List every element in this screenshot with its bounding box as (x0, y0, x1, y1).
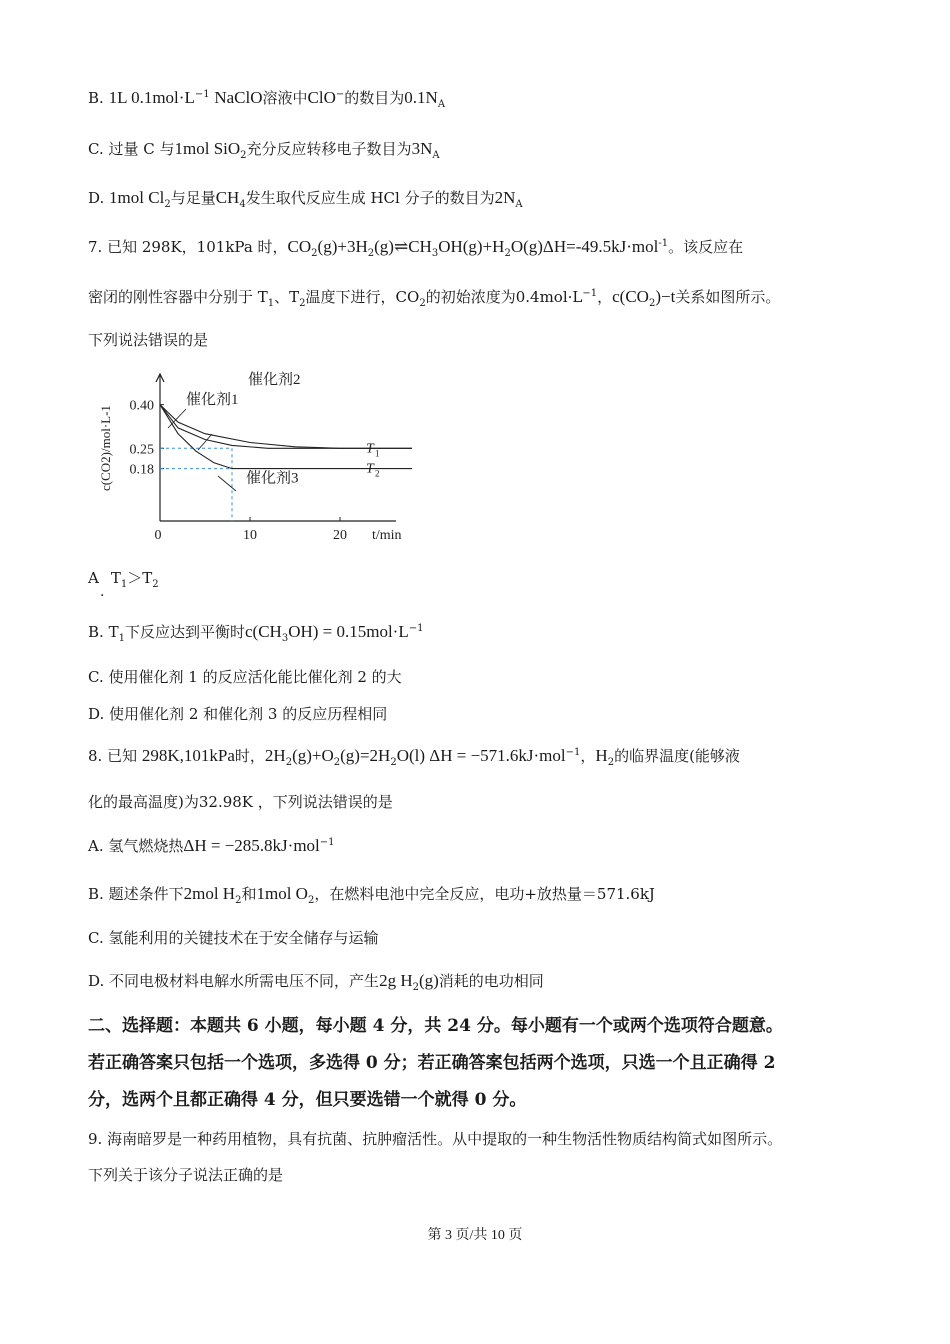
q7-stem-line3: 下列说法错误的是 (88, 331, 209, 349)
co2-concentration-chart (98, 366, 428, 546)
q6-option-d: D. 1mol $Cl_2$与足量$CH_4$发生取代反应生成 HCl 分子的数目为$2N_A$ (88, 188, 523, 210)
y-tick-label: 0.18 (129, 462, 154, 478)
end-label-t2-sub: 2 (375, 468, 380, 479)
q8-option-b: B. 题述条件下2mol $H_2$和1mol $O_2$，在燃料电池中完全反应，电功+放热量＝571.6kJ (88, 884, 655, 906)
q7-stem-line2: 密闭的刚性容器中分别于 $T_1$、$T_2$温度下进行，$CO_2$的初始浓度为$0.4mol\cdot L^{-1}$，$c(CO_2)-t$关系如图所示。 (88, 287, 781, 309)
end-label-t1: T (366, 441, 374, 457)
end-label-t1-sub: 1 (375, 448, 380, 459)
page-footer: 第 3 页/共 10 页 (427, 1228, 523, 1243)
section2-line3: 分，选两个且都正确得 4 分，但只要选错一个就得 0 分。 (88, 1090, 527, 1110)
series-label-2: 催化剂2 (248, 371, 301, 388)
x-axis-label: t/min (372, 528, 402, 543)
q6-option-c: C. 过量 C 与1mol SiO$_2$充分反应转移电子数目为$3N_A$ (88, 139, 440, 161)
series-label-1: 催化剂1 (186, 392, 239, 409)
q7-stem-line1: 7. 已知 298K，101kPa 时，$CO_2(g)+3H_2(g)\rightleftharpoons CH_3OH(g)+H_2O(g)\Delta H=-49.5kJ\cdot mol^{-1}$。该反应在 (88, 237, 744, 259)
series-line-1 (160, 405, 412, 449)
q9-stem-line2: 下列关于该分子说法正确的是 (88, 1166, 284, 1184)
x-tick-label: 20 (333, 528, 347, 543)
q8-stem-line2: 化的最高温度)为32.98K ，下列说法错误的是 (88, 793, 393, 811)
leader-line-3 (218, 476, 236, 491)
q8-option-a: A. 氢气燃烧热ΔH = −285.8kJ·mol$^{-1}$ (88, 836, 335, 855)
end-label-t2: T (366, 461, 374, 477)
y-axis-label: c(CO2)/mol·L-1 (98, 405, 113, 491)
q8-option-d: D. 不同电极材料电解水所需电压不同，产生2g $H_2(g)$消耗的电功相同 (88, 971, 544, 993)
section2-line2: 若正确答案只包括一个选项，多选得 0 分；若正确答案包括两个选项，只选一个且正确得 2 (88, 1053, 776, 1073)
q8-stem-line1: 8. 已知 298K,101kPa时，$2H_2(g)+O_2(g)=2H_2O(l) \Delta H = -571.6kJ\cdot mol^{-1}$，$H_2$的临界温度(能够液 (88, 746, 740, 768)
section2-line1: 二、选择题：本题共 6 小题，每小题 4 分，共 24 分。每小题有一个或两个选项符合题意。 (88, 1016, 783, 1036)
q7-option-b: B. $T_1$下反应达到平衡时$c(CH_3OH) = 0.15mol\cdot L^{-1}$ (88, 622, 424, 644)
y-tick-label: 0.40 (129, 398, 154, 414)
series-label-3: 催化剂3 (246, 470, 299, 487)
q9-stem-line1: 9. 海南暗罗是一种药用植物，具有抗菌、抗肿瘤活性。从中提取的一种生物活性物质结构简式如图所示。 (88, 1130, 783, 1148)
q7-option-d: D. 使用催化剂 2 和催化剂 3 的反应历程相同 (88, 705, 388, 723)
y-tick-label: 0.25 (129, 442, 154, 458)
q7-option-c: C. 使用催化剂 1 的反应活化能比催化剂 2 的大 (88, 668, 402, 686)
q7-option-a: A $T_1>T_2$ (88, 569, 159, 590)
decorative-dot: · (100, 588, 105, 604)
leader-line-2 (198, 434, 212, 450)
series-line-2 (160, 405, 412, 449)
x-tick-label: 0 (154, 528, 162, 543)
q8-option-c: C. 氢能利用的关键技术在于安全储存与运输 (88, 929, 379, 947)
x-tick-label: 10 (243, 528, 257, 543)
q6-option-b: B. 1L $0.1mol\cdot L^{-1}$ NaClO溶液中ClO−的数目为$0.1N_A$ (88, 88, 446, 110)
